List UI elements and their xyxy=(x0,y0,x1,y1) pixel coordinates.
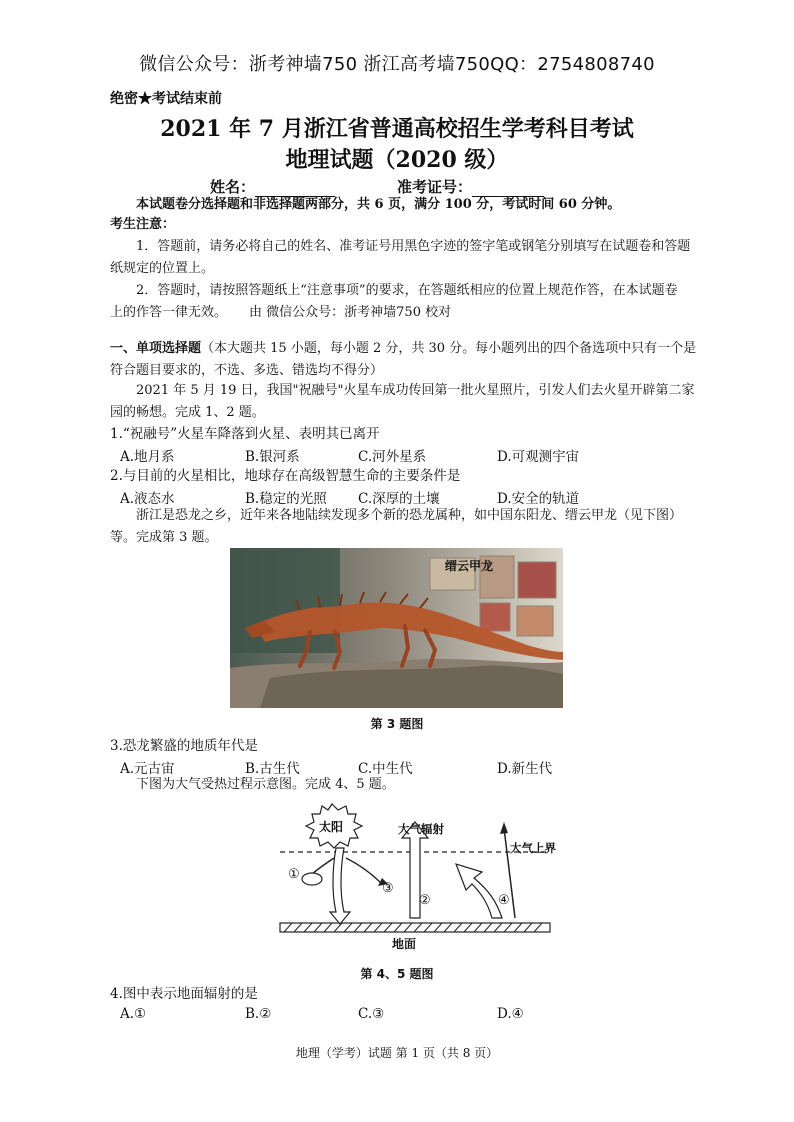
q1-option-b[interactable]: B.银河系 xyxy=(245,449,300,465)
ground-radiation-arrow xyxy=(456,864,502,918)
cloud-icon xyxy=(302,873,322,885)
atm-top-label: 大气上界 xyxy=(510,841,556,855)
material-4-5: 下图为大气受热过程示意图。完成 4、5 题。 xyxy=(136,777,395,792)
material-1-2: 2021 年 5 月 19 日，我国"祝融号"火星车成功传回第一批火星照片，引发人们去火星开辟第二家园的畅想。完成 1、2 题。 xyxy=(110,383,695,420)
q1-option-c[interactable]: C.河外星系 xyxy=(358,449,427,465)
intro-text: 本试题卷分选择题和非选择题两部分，共 6 页，满分 100 分，考试时间 60 分钟。 xyxy=(136,197,621,212)
ground-label: 地面 xyxy=(392,937,417,951)
q2-option-b[interactable]: B.稳定的光照 xyxy=(245,491,327,507)
q3-stem: 3.恐龙繁盛的地质年代是 xyxy=(110,738,258,754)
dinosaur-skeleton-image xyxy=(230,548,563,708)
q4-stem: 4.图中表示地面辐射的是 xyxy=(110,986,258,1002)
q1-option-d[interactable]: D.可观测宇宙 xyxy=(497,449,580,465)
q1-stem: 1.“祝融号”火星车降落到火星、表明其已离开 xyxy=(110,426,380,442)
material-3: 浙江是恐龙之乡，近年来各地陆续发现多个新的恐龙属种，如中国东阳龙、缙云甲龙（见下图）等。完成第 3 题。 xyxy=(110,508,683,545)
atm-radiation-label: 大气辐射 xyxy=(398,822,444,836)
secret-note: 绝密★考试结束前 xyxy=(110,91,222,107)
q2-option-c[interactable]: C.深厚的土壤 xyxy=(358,491,440,507)
atmosphere-heating-diagram xyxy=(270,800,560,958)
q2-option-d[interactable]: D.安全的轨道 xyxy=(497,491,580,507)
q2-stem: 2.与目前的火星相比，地球存在高级智慧生命的主要条件是 xyxy=(110,468,461,484)
q2-option-a[interactable]: A.液态水 xyxy=(120,491,175,507)
q4-option-d[interactable]: D.④ xyxy=(497,1006,524,1022)
marker-1: ① xyxy=(288,867,300,882)
page-footer: 地理（学考）试题 第 1 页（共 8 页） xyxy=(295,1046,499,1060)
q3-option-b[interactable]: B.古生代 xyxy=(245,761,300,777)
notice-item-2: 2．答题时，请按照答题纸上“注意事项”的要求，在答题纸相应的位置上规范作答，在本试题卷上的作答一律无效。 由 微信公众号：浙考神墙750 校对 xyxy=(110,283,678,320)
section1-desc: （本大题共 15 小题，每小题 2 分，共 30 分。每小题列出的四个备选项中只有一个是符合题目要求的，不选、多选、错选均不得分） xyxy=(110,341,697,378)
notice-heading: 考生注意： xyxy=(110,217,176,232)
notice-item-1: 1．答题前，请务必将自己的姓名、准考证号用黑色字迹的签字笔或钢笔分别填写在试题卷和答题纸规定的位置上。 xyxy=(110,239,691,276)
diagram-caption: 第 4、5 题图 xyxy=(360,967,434,981)
marker-3: ③ xyxy=(382,881,394,896)
scatter-arrow xyxy=(346,858,382,884)
exam-id-label: 准考证号： xyxy=(397,178,473,196)
header-banner: 微信公众号：浙考神墙750 浙江高考墙750QQ：2754808740 xyxy=(139,54,655,75)
q4-option-b[interactable]: B.② xyxy=(245,1006,272,1022)
exam-title: 2021 年 7 月浙江省普通高校招生学考科目考试 xyxy=(160,116,634,142)
q4-option-a[interactable]: A.① xyxy=(120,1006,147,1022)
name-label: 姓名： xyxy=(210,178,256,196)
section1-header xyxy=(110,338,702,382)
sun-label: 太阳 xyxy=(319,820,344,834)
marker-4: ④ xyxy=(498,893,510,908)
notice-proofread: 由 微信公众号：浙考神墙750 校对 xyxy=(249,305,452,320)
q1-option-a[interactable]: A.地月系 xyxy=(120,449,175,465)
q3-option-a[interactable]: A.元古宙 xyxy=(120,761,175,777)
q3-option-c[interactable]: C.中生代 xyxy=(358,761,413,777)
q3-option-d[interactable]: D.新生代 xyxy=(497,761,553,777)
photo-caption: 第 3 题图 xyxy=(370,717,424,731)
dinosaur-photo xyxy=(230,548,563,708)
q4-option-c[interactable]: C.③ xyxy=(358,1006,385,1022)
section1-heading: 一、单项选择题 xyxy=(110,341,202,356)
photo-label: 缙云甲龙 xyxy=(445,559,494,573)
exam-subtitle: 地理试题（2020 级） xyxy=(285,147,509,173)
marker-2: ② xyxy=(419,893,431,908)
